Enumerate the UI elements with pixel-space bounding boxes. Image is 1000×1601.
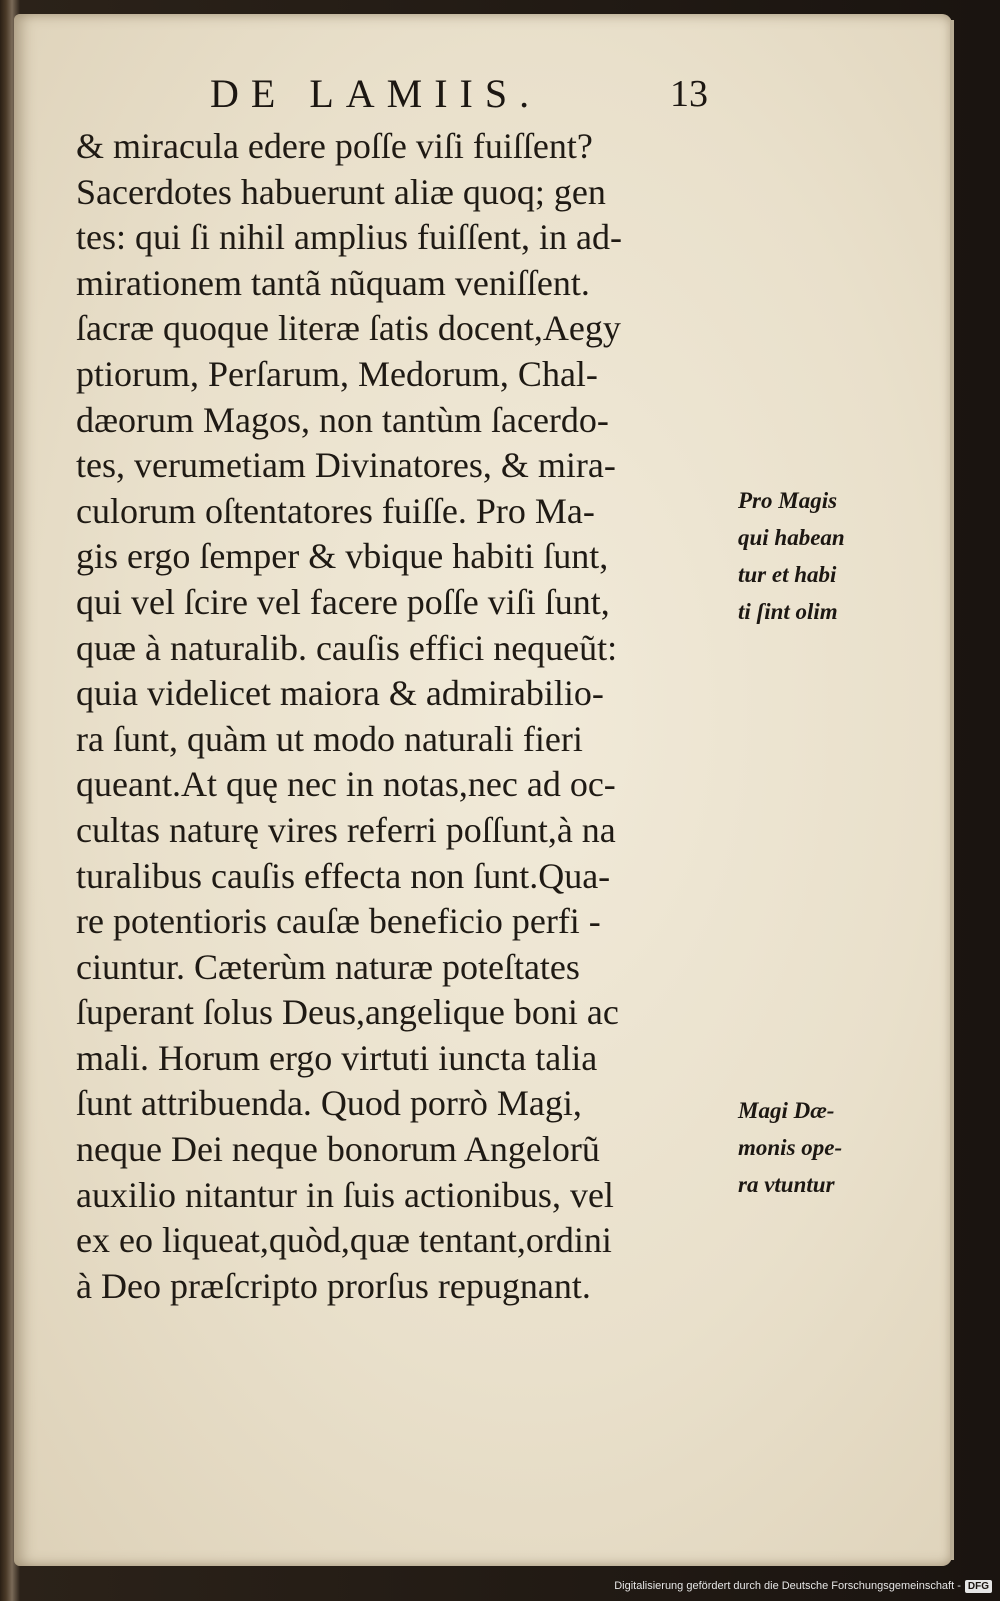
text-line: Sacerdotes habuerunt aliæ quoq; gen [76, 171, 606, 212]
marginal-note [738, 482, 845, 630]
marginal-note-line: monis ope- [738, 1135, 843, 1160]
text-line: quia videlicet maiora & admirabilio- [76, 673, 604, 714]
text-line: culorum oſtentatores fuiſſe. Pro Ma- [76, 490, 595, 531]
text-line: ex eo liqueat,quòd,quæ tentant,ordini [76, 1220, 612, 1261]
text-line: ſacræ quoque literæ ſatis docent,Aegy [76, 308, 621, 349]
text-line: dæorum Magos, non tantùm ſacerdo- [76, 399, 609, 440]
page-edge [950, 20, 954, 1560]
text-line: cultas naturę vires referri poſſunt,à na [76, 809, 616, 850]
text-line: queant.At quę nec in notas,nec ad oc- [76, 764, 616, 805]
main-text-block [76, 124, 736, 1309]
marginal-note-line: Magi Dæ- [738, 1098, 835, 1123]
text-line: turalibus cauſis effecta non ſunt.Qua- [76, 855, 611, 896]
text-line: gis ergo ſemper & vbique habiti ſunt, [76, 536, 609, 577]
digitization-footer [614, 1575, 992, 1597]
text-line: ciuntur. Cæterùm naturæ poteſtates [76, 946, 580, 987]
marginal-note-line: ra vtuntur [738, 1172, 835, 1197]
text-line: mali. Horum ergo virtuti iuncta talia [76, 1037, 598, 1078]
text-line: auxilio nitantur in ſuis actionibus, vel [76, 1174, 614, 1215]
text-line: re potentioris cauſæ beneficio perfi - [76, 901, 601, 942]
footer-credit: Digitalisierung gefördert durch die Deutsche Forschungsgemeinschaft - [614, 1580, 961, 1592]
text-line: ſunt attribuenda. Quod porrò Magi, [76, 1083, 582, 1124]
text-line: mirationem tantã nũquam veniſſent. [76, 262, 590, 303]
dfg-logo: DFG [965, 1580, 992, 1593]
text-line: à Deo præſcripto prorſus repugnant. [76, 1265, 591, 1306]
marginal-note-line: qui habean [738, 525, 845, 550]
text-line: quæ à naturalib. cauſis effici nequeũt: [76, 627, 618, 668]
text-line: ptiorum, Perſarum, Medorum, Chal- [76, 353, 598, 394]
text-line: & miracula edere poſſe viſi fuiſſent? [76, 126, 593, 166]
text-line: tes, verumetiam Divinatores, & mira- [76, 445, 616, 486]
marginal-note [738, 1092, 842, 1203]
marginal-note-line: ti ſint olim [738, 599, 838, 624]
running-head: DE LAMIIS. [210, 71, 542, 116]
text-line: ra ſunt, quàm ut modo naturali fieri [76, 718, 583, 759]
text-line: ſuperant ſolus Deus,angelique boni ac [76, 992, 619, 1033]
text-line: qui vel ſcire vel facere poſſe viſi ſunt, [76, 581, 610, 622]
text-line: tes: qui ſi nihil amplius fuiſſent, in ad- [76, 217, 622, 258]
marginal-note-line: tur et habi [738, 562, 837, 587]
text-line: neque Dei neque bonorum Angelorũ [76, 1129, 600, 1170]
marginal-note-line: Pro Magis [738, 488, 838, 513]
page-number: 13 [670, 73, 708, 115]
